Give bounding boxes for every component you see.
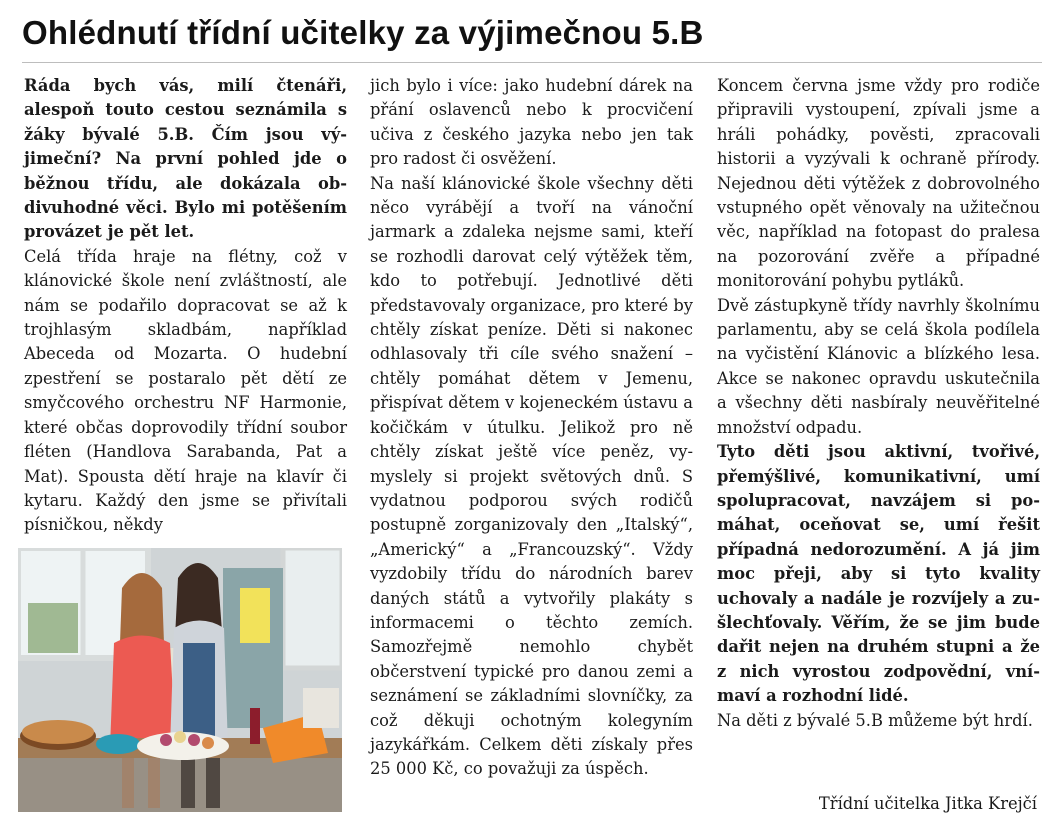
class-photo bbox=[18, 548, 342, 812]
photo-illustration bbox=[18, 548, 342, 812]
lead-paragraph: Ráda bych vás, milí čtenáři, alespoň touto cestou seznámila s žáky bývalé 5.B. Čím jsou výjimeční? Na první pohled jde o běžnou třídu, ale dokázala obdivuhodné věci. Bylo mi potěšením provázet je pět let. bbox=[24, 76, 347, 242]
column-3 bbox=[717, 74, 1040, 733]
paragraph: jich bylo i více: jako hudební dárek na přání oslavenců nebo k procvičení učiva z českého jazyka nebo jen tak pro radost či osvěžení. bbox=[370, 76, 693, 169]
paragraph: Dvě zástupkyně třídy navrhly školnímu parlamentu, aby se celá škola podílela na vyčistění Klánovic a blízkého lesa. Akce se nakonec opravdu uskutečnila a všechny děti nasbíraly neuvěřitelné množství odpadu. bbox=[717, 295, 1040, 437]
column-2 bbox=[370, 74, 693, 782]
column-1 bbox=[24, 74, 347, 538]
author-signature: Třídní učitelka Jitka Krejčí bbox=[818, 794, 1037, 813]
paragraph: Na naší klánovické škole všechny děti něco vyrábějí a tvoří na vánoční jarmark a zdaleka nejsme sami, kteří se rozhodli darovat celý výtěžek těm, kdo to potřebují. Jednotlivé děti představovaly organizace, pro které by chtěly získat peníze. Děti si nakonec odhlasovaly tři cíle svého snažení – chtěly pomáhat dětem v Jemenu, přispívat dětem v kojeneckém ústavu a kočičkám v útulku. Jelikož pro ně chtěly získat ještě více peněz, vymyslely si projekt světových dnů. S vydatnou podporou svých rodičů postupně zorganizovaly den „Italský“, „Americký“ a „Francouzský“. Vždy vyzdobily třídu do národních barev daných států a vytvořily plakáty s informacemi o těchto zemích. Samozřejmě nemohlo chybět občerstvení typické pro danou zemi a seznámení se základními slovníčky, za což děkuji ochotným kolegyním jazykářkám. Celkem děti získaly přes 25 000 Kč, co považuji za úspěch. bbox=[370, 173, 693, 779]
article-title: Ohlédnutí třídní učitelky za výjimečnou 5.B bbox=[22, 14, 704, 51]
paragraph: Koncem června jsme vždy pro rodiče připravili vystoupení, zpívali jsme a hráli pohádky, pověsti, zpracovali historii a vyzývali k ochraně přírody. Nejednou děti výtěžek z dobrovolného vstupného opět věnovaly na užitečnou věc, například na fotopast do pralesa na pozorování zvěře a případné monitorování pohybu pytláků. bbox=[717, 76, 1040, 291]
title-divider bbox=[22, 62, 1042, 63]
closing-bold-paragraph: Tyto děti jsou aktivní, tvořivé, přemýšlivé, komunikativní, umí spolupracovat, navzájem si pomáhat, oceňovat se, umí řešit případná nedorozumění. A já jim moc přeji, aby si tyto kvality uchovaly a nadále je rozvíjely a zušlechťovaly. Věřím, že se jim bude dařit nejen na druhém stupni a že z nich vyrostou zodpovědní, vnímaví a rozhodní lidé. bbox=[717, 442, 1040, 706]
closing-line: Na děti z bývalé 5.B můžeme být hrdí. bbox=[717, 710, 1033, 730]
paragraph: Celá třída hraje na flétny, což v klánovické škole není zvláštností, ale nám se podařilo dopracovat se až k trojhlasým skladbám, například Abeceda od Mozarta. O hudební zpestření se postaralo pět dětí ze smyčcového orchestru NF Harmonie, které občas doprovodily třídní soubor fléten (Handlova Sarabanda, Pat a Mat). Spousta dětí hraje na klavír či kytaru. Každý den jsme se přivítali písničkou, někdy bbox=[24, 246, 347, 535]
